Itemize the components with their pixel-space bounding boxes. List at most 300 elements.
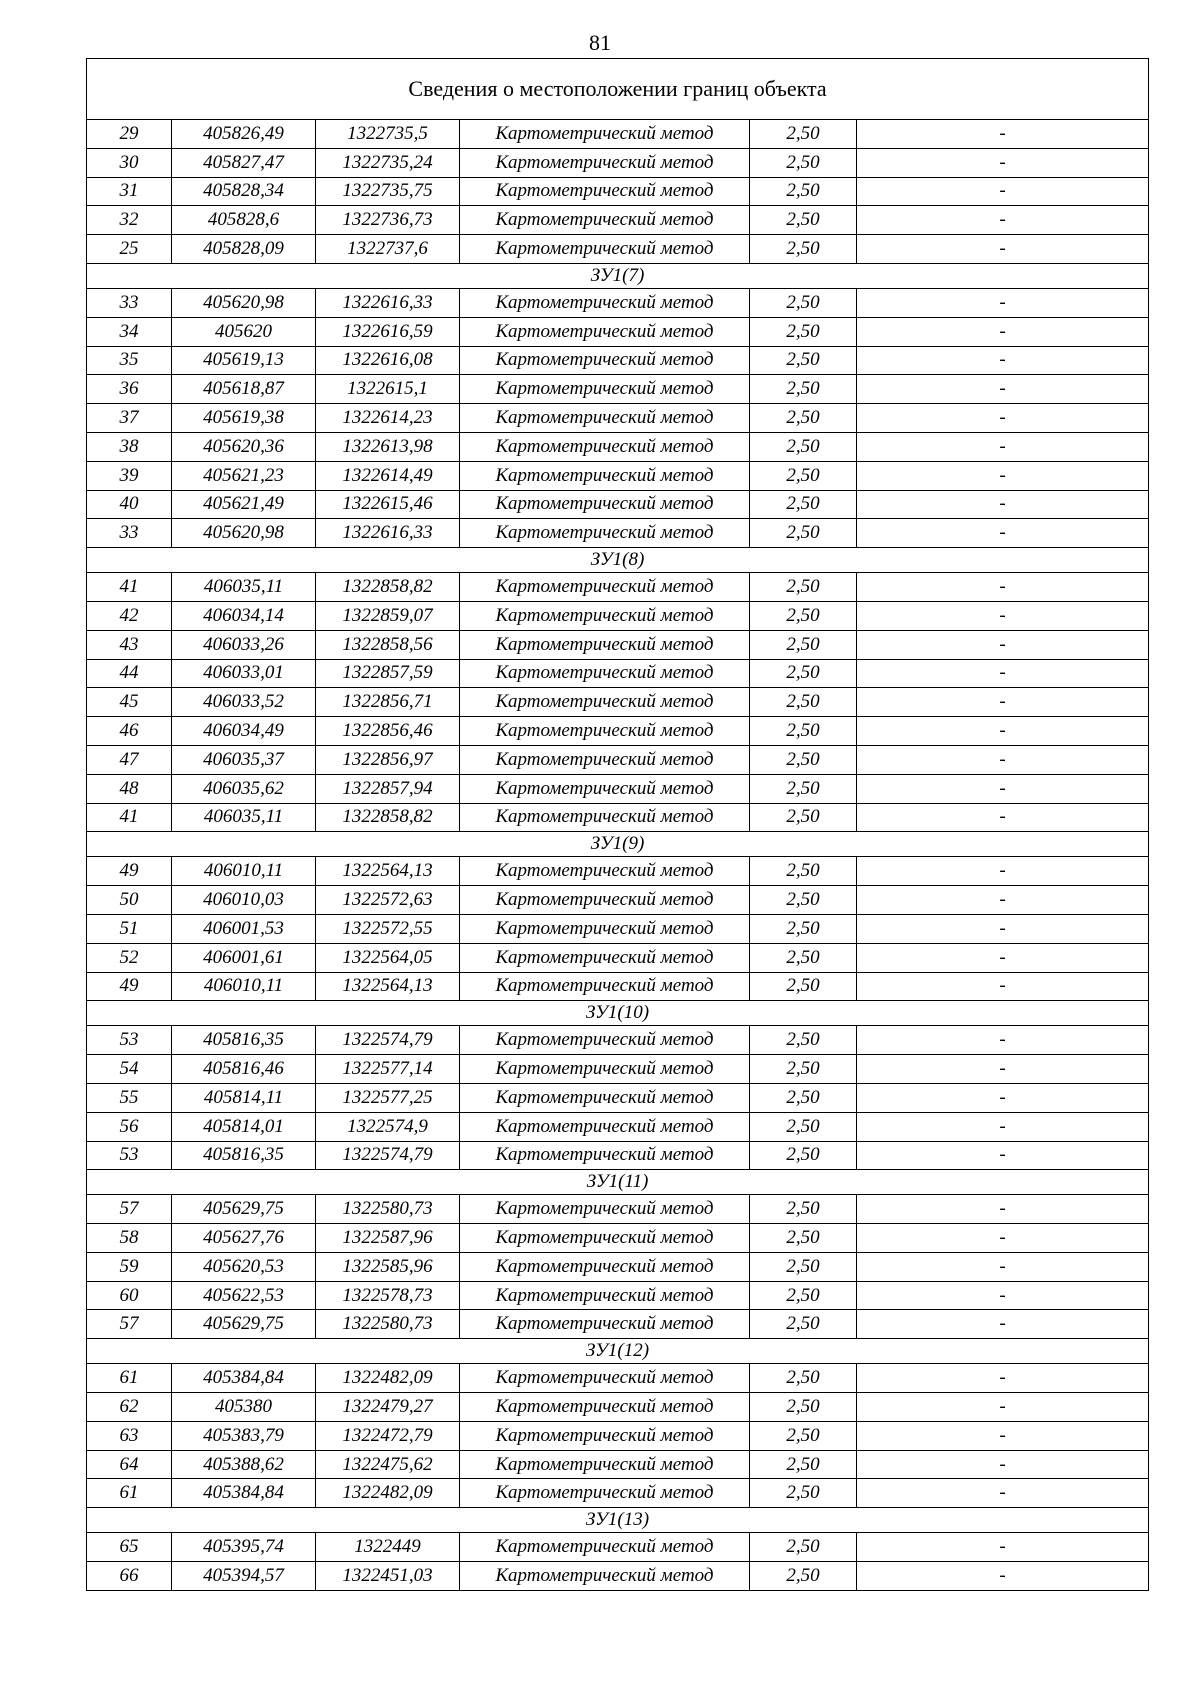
y-coordinate-cell: 1322482,09 bbox=[316, 1364, 460, 1393]
note-cell: - bbox=[857, 717, 1149, 746]
x-coordinate-cell: 405395,74 bbox=[172, 1533, 316, 1562]
method-cell: Картометрический метод bbox=[460, 803, 750, 832]
x-coordinate-cell: 405394,57 bbox=[172, 1562, 316, 1591]
boundary-coordinates-table bbox=[86, 58, 1149, 1591]
note-cell: - bbox=[857, 346, 1149, 375]
x-coordinate-cell: 405620,36 bbox=[172, 432, 316, 461]
table-row bbox=[87, 857, 1149, 886]
note-cell: - bbox=[857, 914, 1149, 943]
table-row bbox=[87, 206, 1149, 235]
x-coordinate-cell: 405816,35 bbox=[172, 1141, 316, 1170]
method-cell: Картометрический метод bbox=[460, 1450, 750, 1479]
method-cell: Картометрический метод bbox=[460, 375, 750, 404]
y-coordinate-cell: 1322613,98 bbox=[316, 432, 460, 461]
x-coordinate-cell: 405619,13 bbox=[172, 346, 316, 375]
method-cell: Картометрический метод bbox=[460, 1083, 750, 1112]
method-cell: Картометрический метод bbox=[460, 177, 750, 206]
point-number-cell: 41 bbox=[87, 803, 172, 832]
point-number-cell: 49 bbox=[87, 857, 172, 886]
note-cell: - bbox=[857, 490, 1149, 519]
table-row bbox=[87, 235, 1149, 264]
note-cell: - bbox=[857, 148, 1149, 177]
accuracy-cell: 2,50 bbox=[750, 148, 857, 177]
method-cell: Картометрический метод bbox=[460, 490, 750, 519]
y-coordinate-cell: 1322580,73 bbox=[316, 1310, 460, 1339]
table-row bbox=[87, 1450, 1149, 1479]
note-cell: - bbox=[857, 120, 1149, 149]
y-coordinate-cell: 1322482,09 bbox=[316, 1479, 460, 1508]
x-coordinate-cell: 405627,76 bbox=[172, 1224, 316, 1253]
point-number-cell: 34 bbox=[87, 317, 172, 346]
method-cell: Картометрический метод bbox=[460, 972, 750, 1001]
y-coordinate-cell: 1322614,23 bbox=[316, 404, 460, 433]
point-number-cell: 36 bbox=[87, 375, 172, 404]
table-row bbox=[87, 943, 1149, 972]
table-row bbox=[87, 1421, 1149, 1450]
x-coordinate-cell: 405619,38 bbox=[172, 404, 316, 433]
y-coordinate-cell: 1322472,79 bbox=[316, 1421, 460, 1450]
y-coordinate-cell: 1322857,94 bbox=[316, 774, 460, 803]
point-number-cell: 35 bbox=[87, 346, 172, 375]
y-coordinate-cell: 1322564,13 bbox=[316, 972, 460, 1001]
x-coordinate-cell: 406001,61 bbox=[172, 943, 316, 972]
table-row bbox=[87, 803, 1149, 832]
table-row bbox=[87, 404, 1149, 433]
note-cell: - bbox=[857, 404, 1149, 433]
section-label: ЗУ1(10) bbox=[87, 1001, 1149, 1026]
note-cell: - bbox=[857, 1364, 1149, 1393]
y-coordinate-cell: 1322735,5 bbox=[316, 120, 460, 149]
y-coordinate-cell: 1322578,73 bbox=[316, 1281, 460, 1310]
x-coordinate-cell: 405620,98 bbox=[172, 519, 316, 548]
point-number-cell: 29 bbox=[87, 120, 172, 149]
method-cell: Картометрический метод bbox=[460, 774, 750, 803]
table-row bbox=[87, 1224, 1149, 1253]
note-cell: - bbox=[857, 1533, 1149, 1562]
section-label: ЗУ1(9) bbox=[87, 832, 1149, 857]
section-label: ЗУ1(13) bbox=[87, 1508, 1149, 1533]
note-cell: - bbox=[857, 375, 1149, 404]
point-number-cell: 25 bbox=[87, 235, 172, 264]
table-row bbox=[87, 1533, 1149, 1562]
method-cell: Картометрический метод bbox=[460, 601, 750, 630]
point-number-cell: 66 bbox=[87, 1562, 172, 1591]
x-coordinate-cell: 405826,49 bbox=[172, 120, 316, 149]
method-cell: Картометрический метод bbox=[460, 1112, 750, 1141]
table-row bbox=[87, 1281, 1149, 1310]
note-cell: - bbox=[857, 235, 1149, 264]
table-row bbox=[87, 688, 1149, 717]
x-coordinate-cell: 405621,23 bbox=[172, 461, 316, 490]
method-cell: Картометрический метод bbox=[460, 1026, 750, 1055]
note-cell: - bbox=[857, 432, 1149, 461]
accuracy-cell: 2,50 bbox=[750, 1533, 857, 1562]
accuracy-cell: 2,50 bbox=[750, 1083, 857, 1112]
point-number-cell: 57 bbox=[87, 1195, 172, 1224]
table-row bbox=[87, 1393, 1149, 1422]
accuracy-cell: 2,50 bbox=[750, 601, 857, 630]
section-header-row bbox=[87, 1001, 1149, 1026]
accuracy-cell: 2,50 bbox=[750, 288, 857, 317]
table-body bbox=[87, 59, 1149, 1591]
note-cell: - bbox=[857, 317, 1149, 346]
section-header-row bbox=[87, 832, 1149, 857]
point-number-cell: 64 bbox=[87, 1450, 172, 1479]
note-cell: - bbox=[857, 1310, 1149, 1339]
accuracy-cell: 2,50 bbox=[750, 346, 857, 375]
table-row bbox=[87, 490, 1149, 519]
note-cell: - bbox=[857, 1141, 1149, 1170]
point-number-cell: 53 bbox=[87, 1026, 172, 1055]
accuracy-cell: 2,50 bbox=[750, 461, 857, 490]
x-coordinate-cell: 405383,79 bbox=[172, 1421, 316, 1450]
y-coordinate-cell: 1322587,96 bbox=[316, 1224, 460, 1253]
y-coordinate-cell: 1322572,63 bbox=[316, 886, 460, 915]
table-row bbox=[87, 1562, 1149, 1591]
y-coordinate-cell: 1322577,14 bbox=[316, 1055, 460, 1084]
x-coordinate-cell: 406034,49 bbox=[172, 717, 316, 746]
accuracy-cell: 2,50 bbox=[750, 1281, 857, 1310]
accuracy-cell: 2,50 bbox=[750, 857, 857, 886]
point-number-cell: 49 bbox=[87, 972, 172, 1001]
y-coordinate-cell: 1322614,49 bbox=[316, 461, 460, 490]
method-cell: Картометрический метод bbox=[460, 1281, 750, 1310]
method-cell: Картометрический метод bbox=[460, 404, 750, 433]
point-number-cell: 65 bbox=[87, 1533, 172, 1562]
table-row bbox=[87, 1055, 1149, 1084]
note-cell: - bbox=[857, 688, 1149, 717]
section-label: ЗУ1(11) bbox=[87, 1170, 1149, 1195]
page-number: 81 bbox=[589, 30, 611, 55]
note-cell: - bbox=[857, 659, 1149, 688]
note-cell: - bbox=[857, 1224, 1149, 1253]
point-number-cell: 53 bbox=[87, 1141, 172, 1170]
table-row bbox=[87, 346, 1149, 375]
y-coordinate-cell: 1322615,46 bbox=[316, 490, 460, 519]
point-number-cell: 32 bbox=[87, 206, 172, 235]
table-row bbox=[87, 1364, 1149, 1393]
method-cell: Картометрический метод bbox=[460, 886, 750, 915]
method-cell: Картометрический метод bbox=[460, 1141, 750, 1170]
x-coordinate-cell: 405814,11 bbox=[172, 1083, 316, 1112]
accuracy-cell: 2,50 bbox=[750, 1026, 857, 1055]
table-row bbox=[87, 972, 1149, 1001]
accuracy-cell: 2,50 bbox=[750, 519, 857, 548]
table-row bbox=[87, 432, 1149, 461]
accuracy-cell: 2,50 bbox=[750, 404, 857, 433]
accuracy-cell: 2,50 bbox=[750, 1195, 857, 1224]
note-cell: - bbox=[857, 177, 1149, 206]
y-coordinate-cell: 1322574,79 bbox=[316, 1141, 460, 1170]
table-row bbox=[87, 659, 1149, 688]
note-cell: - bbox=[857, 1393, 1149, 1422]
table-row bbox=[87, 461, 1149, 490]
note-cell: - bbox=[857, 288, 1149, 317]
point-number-cell: 47 bbox=[87, 745, 172, 774]
accuracy-cell: 2,50 bbox=[750, 235, 857, 264]
x-coordinate-cell: 405622,53 bbox=[172, 1281, 316, 1310]
accuracy-cell: 2,50 bbox=[750, 803, 857, 832]
accuracy-cell: 2,50 bbox=[750, 1393, 857, 1422]
accuracy-cell: 2,50 bbox=[750, 1055, 857, 1084]
note-cell: - bbox=[857, 1421, 1149, 1450]
method-cell: Картометрический метод bbox=[460, 346, 750, 375]
point-number-cell: 33 bbox=[87, 519, 172, 548]
method-cell: Картометрический метод bbox=[460, 857, 750, 886]
table-row bbox=[87, 375, 1149, 404]
x-coordinate-cell: 406033,52 bbox=[172, 688, 316, 717]
method-cell: Картометрический метод bbox=[460, 1055, 750, 1084]
y-coordinate-cell: 1322451,03 bbox=[316, 1562, 460, 1591]
x-coordinate-cell: 405620 bbox=[172, 317, 316, 346]
accuracy-cell: 2,50 bbox=[750, 432, 857, 461]
table-row bbox=[87, 1026, 1149, 1055]
point-number-cell: 63 bbox=[87, 1421, 172, 1450]
x-coordinate-cell: 406035,11 bbox=[172, 803, 316, 832]
accuracy-cell: 2,50 bbox=[750, 774, 857, 803]
y-coordinate-cell: 1322564,05 bbox=[316, 943, 460, 972]
point-number-cell: 60 bbox=[87, 1281, 172, 1310]
y-coordinate-cell: 1322858,82 bbox=[316, 803, 460, 832]
y-coordinate-cell: 1322572,55 bbox=[316, 914, 460, 943]
point-number-cell: 57 bbox=[87, 1310, 172, 1339]
x-coordinate-cell: 405814,01 bbox=[172, 1112, 316, 1141]
note-cell: - bbox=[857, 461, 1149, 490]
accuracy-cell: 2,50 bbox=[750, 630, 857, 659]
point-number-cell: 43 bbox=[87, 630, 172, 659]
table-row bbox=[87, 317, 1149, 346]
x-coordinate-cell: 405816,46 bbox=[172, 1055, 316, 1084]
accuracy-cell: 2,50 bbox=[750, 1141, 857, 1170]
accuracy-cell: 2,50 bbox=[750, 317, 857, 346]
y-coordinate-cell: 1322585,96 bbox=[316, 1252, 460, 1281]
accuracy-cell: 2,50 bbox=[750, 1252, 857, 1281]
x-coordinate-cell: 405618,87 bbox=[172, 375, 316, 404]
section-header-row bbox=[87, 263, 1149, 288]
method-cell: Картометрический метод bbox=[460, 519, 750, 548]
point-number-cell: 61 bbox=[87, 1364, 172, 1393]
accuracy-cell: 2,50 bbox=[750, 1364, 857, 1393]
table-row bbox=[87, 1083, 1149, 1112]
method-cell: Картометрический метод bbox=[460, 1421, 750, 1450]
table-row bbox=[87, 886, 1149, 915]
y-coordinate-cell: 1322577,25 bbox=[316, 1083, 460, 1112]
table-row bbox=[87, 1195, 1149, 1224]
x-coordinate-cell: 406033,01 bbox=[172, 659, 316, 688]
x-coordinate-cell: 406035,37 bbox=[172, 745, 316, 774]
point-number-cell: 52 bbox=[87, 943, 172, 972]
point-number-cell: 38 bbox=[87, 432, 172, 461]
method-cell: Картометрический метод bbox=[460, 1252, 750, 1281]
method-cell: Картометрический метод bbox=[460, 1364, 750, 1393]
accuracy-cell: 2,50 bbox=[750, 1112, 857, 1141]
note-cell: - bbox=[857, 774, 1149, 803]
y-coordinate-cell: 1322858,82 bbox=[316, 573, 460, 602]
note-cell: - bbox=[857, 886, 1149, 915]
table-row bbox=[87, 1479, 1149, 1508]
note-cell: - bbox=[857, 630, 1149, 659]
accuracy-cell: 2,50 bbox=[750, 1224, 857, 1253]
y-coordinate-cell: 1322616,33 bbox=[316, 288, 460, 317]
table-title-row bbox=[87, 59, 1149, 120]
method-cell: Картометрический метод bbox=[460, 943, 750, 972]
accuracy-cell: 2,50 bbox=[750, 1450, 857, 1479]
note-cell: - bbox=[857, 573, 1149, 602]
x-coordinate-cell: 405621,49 bbox=[172, 490, 316, 519]
accuracy-cell: 2,50 bbox=[750, 886, 857, 915]
note-cell: - bbox=[857, 1562, 1149, 1591]
method-cell: Картометрический метод bbox=[460, 317, 750, 346]
method-cell: Картометрический метод bbox=[460, 432, 750, 461]
table-row bbox=[87, 1141, 1149, 1170]
point-number-cell: 44 bbox=[87, 659, 172, 688]
table-row bbox=[87, 177, 1149, 206]
method-cell: Картометрический метод bbox=[460, 148, 750, 177]
note-cell: - bbox=[857, 1479, 1149, 1508]
table-row bbox=[87, 630, 1149, 659]
x-coordinate-cell: 405620,53 bbox=[172, 1252, 316, 1281]
table-row bbox=[87, 519, 1149, 548]
accuracy-cell: 2,50 bbox=[750, 1562, 857, 1591]
point-number-cell: 59 bbox=[87, 1252, 172, 1281]
table-title: Сведения о местоположении границ объекта bbox=[87, 59, 1149, 120]
section-header-row bbox=[87, 1339, 1149, 1364]
y-coordinate-cell: 1322616,08 bbox=[316, 346, 460, 375]
accuracy-cell: 2,50 bbox=[750, 943, 857, 972]
y-coordinate-cell: 1322858,56 bbox=[316, 630, 460, 659]
table-row bbox=[87, 1112, 1149, 1141]
x-coordinate-cell: 406033,26 bbox=[172, 630, 316, 659]
accuracy-cell: 2,50 bbox=[750, 717, 857, 746]
accuracy-cell: 2,50 bbox=[750, 688, 857, 717]
method-cell: Картометрический метод bbox=[460, 688, 750, 717]
point-number-cell: 30 bbox=[87, 148, 172, 177]
method-cell: Картометрический метод bbox=[460, 461, 750, 490]
note-cell: - bbox=[857, 1450, 1149, 1479]
accuracy-cell: 2,50 bbox=[750, 1310, 857, 1339]
note-cell: - bbox=[857, 745, 1149, 774]
point-number-cell: 55 bbox=[87, 1083, 172, 1112]
point-number-cell: 42 bbox=[87, 601, 172, 630]
y-coordinate-cell: 1322449 bbox=[316, 1533, 460, 1562]
table-row bbox=[87, 1252, 1149, 1281]
table-row bbox=[87, 914, 1149, 943]
point-number-cell: 54 bbox=[87, 1055, 172, 1084]
x-coordinate-cell: 405828,6 bbox=[172, 206, 316, 235]
table-row bbox=[87, 1310, 1149, 1339]
accuracy-cell: 2,50 bbox=[750, 659, 857, 688]
table-row bbox=[87, 774, 1149, 803]
x-coordinate-cell: 406035,11 bbox=[172, 573, 316, 602]
point-number-cell: 40 bbox=[87, 490, 172, 519]
x-coordinate-cell: 405629,75 bbox=[172, 1310, 316, 1339]
note-cell: - bbox=[857, 1252, 1149, 1281]
point-number-cell: 37 bbox=[87, 404, 172, 433]
x-coordinate-cell: 406010,11 bbox=[172, 857, 316, 886]
method-cell: Картометрический метод bbox=[460, 1533, 750, 1562]
note-cell: - bbox=[857, 519, 1149, 548]
method-cell: Картометрический метод bbox=[460, 630, 750, 659]
note-cell: - bbox=[857, 1055, 1149, 1084]
table-row bbox=[87, 601, 1149, 630]
x-coordinate-cell: 405828,34 bbox=[172, 177, 316, 206]
x-coordinate-cell: 405384,84 bbox=[172, 1479, 316, 1508]
x-coordinate-cell: 405816,35 bbox=[172, 1026, 316, 1055]
point-number-cell: 51 bbox=[87, 914, 172, 943]
y-coordinate-cell: 1322616,33 bbox=[316, 519, 460, 548]
note-cell: - bbox=[857, 601, 1149, 630]
method-cell: Картометрический метод bbox=[460, 1393, 750, 1422]
note-cell: - bbox=[857, 803, 1149, 832]
y-coordinate-cell: 1322737,6 bbox=[316, 235, 460, 264]
accuracy-cell: 2,50 bbox=[750, 914, 857, 943]
y-coordinate-cell: 1322616,59 bbox=[316, 317, 460, 346]
section-label: ЗУ1(8) bbox=[87, 548, 1149, 573]
note-cell: - bbox=[857, 1281, 1149, 1310]
x-coordinate-cell: 406034,14 bbox=[172, 601, 316, 630]
section-header-row bbox=[87, 1508, 1149, 1533]
section-header-row bbox=[87, 548, 1149, 573]
point-number-cell: 46 bbox=[87, 717, 172, 746]
note-cell: - bbox=[857, 1026, 1149, 1055]
table-row bbox=[87, 745, 1149, 774]
accuracy-cell: 2,50 bbox=[750, 745, 857, 774]
y-coordinate-cell: 1322856,71 bbox=[316, 688, 460, 717]
y-coordinate-cell: 1322574,79 bbox=[316, 1026, 460, 1055]
method-cell: Картометрический метод bbox=[460, 288, 750, 317]
accuracy-cell: 2,50 bbox=[750, 972, 857, 1001]
point-number-cell: 45 bbox=[87, 688, 172, 717]
accuracy-cell: 2,50 bbox=[750, 120, 857, 149]
note-cell: - bbox=[857, 1112, 1149, 1141]
note-cell: - bbox=[857, 1083, 1149, 1112]
table-row bbox=[87, 148, 1149, 177]
method-cell: Картометрический метод bbox=[460, 120, 750, 149]
method-cell: Картометрический метод bbox=[460, 717, 750, 746]
accuracy-cell: 2,50 bbox=[750, 573, 857, 602]
note-cell: - bbox=[857, 943, 1149, 972]
y-coordinate-cell: 1322580,73 bbox=[316, 1195, 460, 1224]
table-row bbox=[87, 717, 1149, 746]
method-cell: Картометрический метод bbox=[460, 1224, 750, 1253]
x-coordinate-cell: 405384,84 bbox=[172, 1364, 316, 1393]
section-label: ЗУ1(7) bbox=[87, 263, 1149, 288]
x-coordinate-cell: 405629,75 bbox=[172, 1195, 316, 1224]
y-coordinate-cell: 1322859,07 bbox=[316, 601, 460, 630]
y-coordinate-cell: 1322564,13 bbox=[316, 857, 460, 886]
method-cell: Картометрический метод bbox=[460, 573, 750, 602]
x-coordinate-cell: 406010,03 bbox=[172, 886, 316, 915]
note-cell: - bbox=[857, 1195, 1149, 1224]
y-coordinate-cell: 1322856,46 bbox=[316, 717, 460, 746]
x-coordinate-cell: 406035,62 bbox=[172, 774, 316, 803]
x-coordinate-cell: 405388,62 bbox=[172, 1450, 316, 1479]
method-cell: Картометрический метод bbox=[460, 1562, 750, 1591]
y-coordinate-cell: 1322735,75 bbox=[316, 177, 460, 206]
point-number-cell: 56 bbox=[87, 1112, 172, 1141]
x-coordinate-cell: 406001,53 bbox=[172, 914, 316, 943]
y-coordinate-cell: 1322856,97 bbox=[316, 745, 460, 774]
y-coordinate-cell: 1322475,62 bbox=[316, 1450, 460, 1479]
method-cell: Картометрический метод bbox=[460, 1195, 750, 1224]
point-number-cell: 31 bbox=[87, 177, 172, 206]
note-cell: - bbox=[857, 206, 1149, 235]
method-cell: Картометрический метод bbox=[460, 914, 750, 943]
x-coordinate-cell: 405380 bbox=[172, 1393, 316, 1422]
point-number-cell: 48 bbox=[87, 774, 172, 803]
method-cell: Картометрический метод bbox=[460, 1479, 750, 1508]
accuracy-cell: 2,50 bbox=[750, 1479, 857, 1508]
